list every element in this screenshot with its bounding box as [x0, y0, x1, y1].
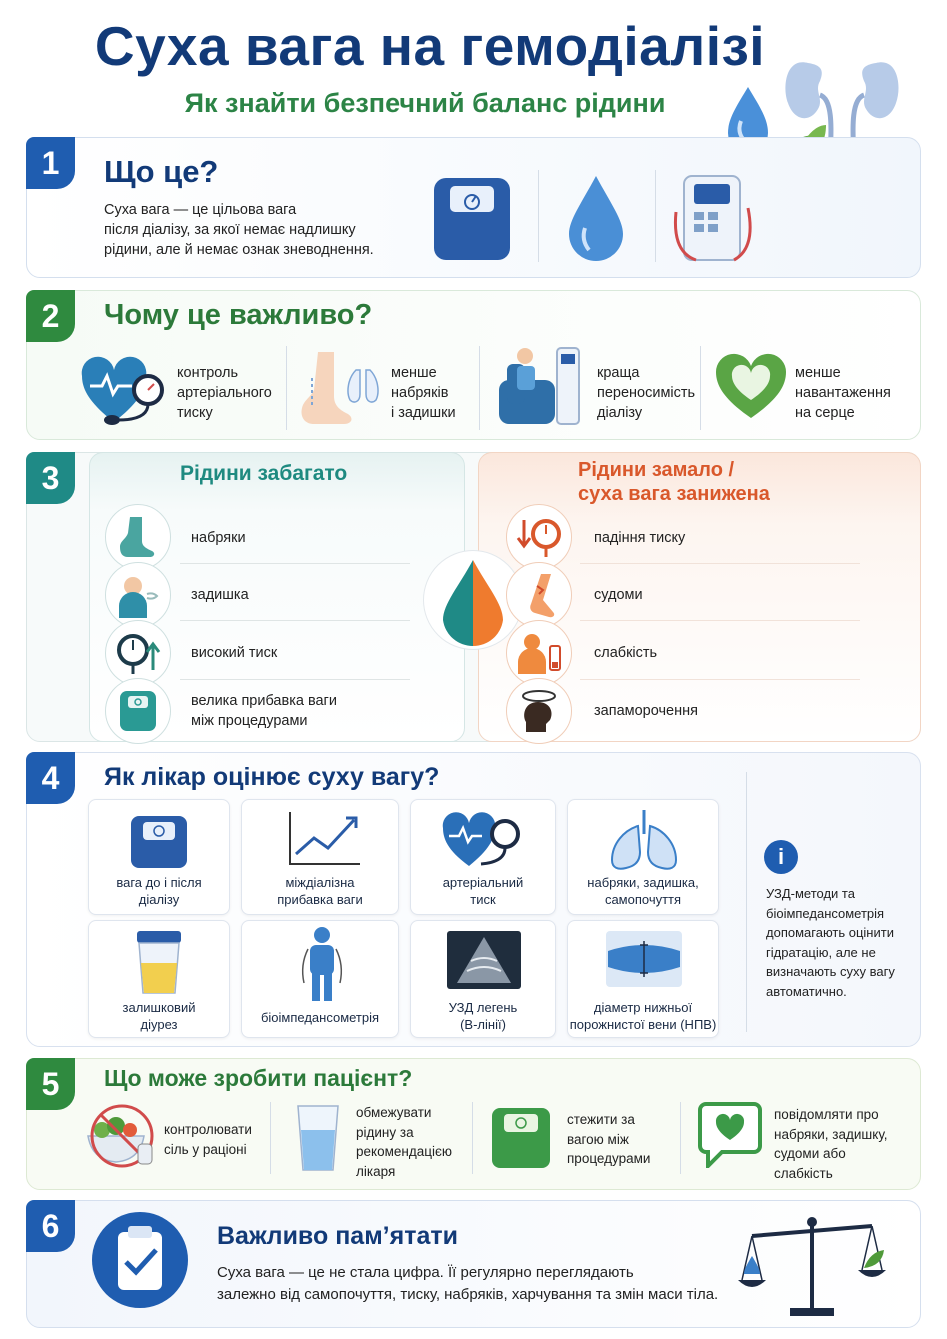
section-number-1: 1	[26, 137, 75, 189]
dizziness-icon	[506, 678, 572, 744]
water-glass-icon	[294, 1102, 342, 1174]
heart-pressure-icon	[441, 808, 527, 872]
lungs-icon	[608, 806, 680, 872]
too-little-fluid-title: Рідини замало / суха вага занижена	[578, 459, 770, 505]
left-item-3: високий тиск	[191, 645, 278, 661]
scale-icon	[432, 176, 512, 262]
dialysis-machine-icon	[670, 172, 760, 266]
section-1-text: Суха вага — це цільова вага після діалізу, за якої немає надлишку рідини, але й немає ознак зневоднення.	[104, 202, 374, 258]
patient-item-1: контролювати сіль у раціоні	[164, 1122, 252, 1157]
scale-icon	[105, 678, 171, 744]
right-item-3: слабкість	[594, 645, 658, 661]
section-4-title: Як лікар оцінює суху вагу?	[104, 763, 440, 791]
section-number-6: 6	[26, 1200, 75, 1252]
assessment-card-5: залишковий діурез	[88, 920, 230, 1038]
water-drop-icon	[563, 172, 629, 264]
section-number-5: 5	[26, 1058, 75, 1110]
assessment-card-8: діаметр нижньої порожнистої вени (НПВ)	[567, 920, 719, 1038]
why-item-3: краща переносимість діалізу	[597, 365, 696, 421]
assessment-card-1: вага до і після діалізу	[88, 799, 230, 915]
vein-icon	[604, 929, 684, 989]
heart-pressure-icon	[80, 352, 170, 430]
split-drop-icon	[437, 558, 509, 648]
right-item-1: падіння тиску	[594, 530, 686, 546]
ultrasound-icon	[445, 929, 523, 991]
section-6-title: Важливо пам’ятати	[217, 1222, 458, 1250]
section-number-3: 3	[26, 452, 75, 504]
section-number-2: 2	[26, 290, 75, 342]
patient-item-3: стежити за вагою між процедурами	[567, 1112, 651, 1166]
section-number-4: 4	[26, 752, 75, 804]
salad-no-salt-icon	[82, 1100, 158, 1172]
too-much-fluid-title: Рідини забагато	[180, 462, 348, 485]
chat-heart-icon	[698, 1102, 762, 1168]
balance-scale-icon	[738, 1212, 886, 1324]
patient-item-2: обмежувати рідину за рекомендацією лікаря	[356, 1105, 452, 1179]
right-item-2: судоми	[594, 587, 643, 603]
assessment-card-4: набряки, задишка, самопочуття	[567, 799, 719, 915]
left-item-4: велика прибавка ваги між процедурами	[191, 693, 337, 729]
note-text: УЗД-методи та біоімпедансометрія допомагають оцінити гідратацію, але не визначають суху вагу автоматично.	[766, 886, 895, 999]
assessment-card-3: артеріальний тиск	[410, 799, 556, 915]
left-item-1: набряки	[191, 530, 246, 546]
pressure-drop-icon	[506, 504, 572, 570]
page-subtitle: Як знайти безпечний баланс рідини	[184, 88, 666, 118]
right-item-4: запаморочення	[594, 703, 698, 719]
scale-icon	[129, 814, 189, 870]
leg-cramp-icon	[506, 562, 572, 628]
section-6-text: Суха вага — це не стала цифра. Її регулярно переглядають залежно від самопочуття, тиску, набряків, харчування та змін маси тіла.	[217, 1264, 719, 1303]
heart-icon	[714, 352, 788, 420]
patient-item-4: повідомляти про набряки, задишку, судоми або слабкість	[774, 1107, 888, 1181]
why-item-4: менше навантаження на серце	[795, 365, 891, 421]
clipboard-check-icon	[90, 1210, 190, 1310]
weakness-icon	[506, 620, 572, 686]
foot-lungs-icon	[292, 348, 384, 428]
why-item-2: менше набряків і задишки	[391, 365, 456, 421]
assessment-card-6: біоімпедансометрія	[241, 920, 399, 1038]
urine-cup-icon	[133, 929, 185, 995]
why-item-1: контроль артеріального тиску	[177, 365, 272, 421]
section-5-title: Що може зробити пацієнт?	[104, 1065, 413, 1091]
info-icon: i	[764, 840, 798, 874]
high-pressure-icon	[105, 620, 171, 686]
assessment-card-7: УЗД легень (В-лінії)	[410, 920, 556, 1038]
trend-chart-icon	[286, 810, 362, 868]
foot-icon	[105, 504, 171, 570]
page-title: Суха вага на гемодіалізі	[94, 15, 766, 77]
bioimpedance-icon	[296, 925, 348, 1005]
left-item-2: задишка	[191, 587, 249, 603]
scale-icon	[490, 1106, 552, 1170]
section-1-title: Що це?	[104, 154, 219, 189]
shortness-of-breath-icon	[105, 562, 171, 628]
assessment-card-2: міждіалізна прибавка ваги	[241, 799, 399, 915]
section-2-title: Чому це важливо?	[104, 299, 373, 331]
patient-dialysis-icon	[495, 344, 587, 430]
